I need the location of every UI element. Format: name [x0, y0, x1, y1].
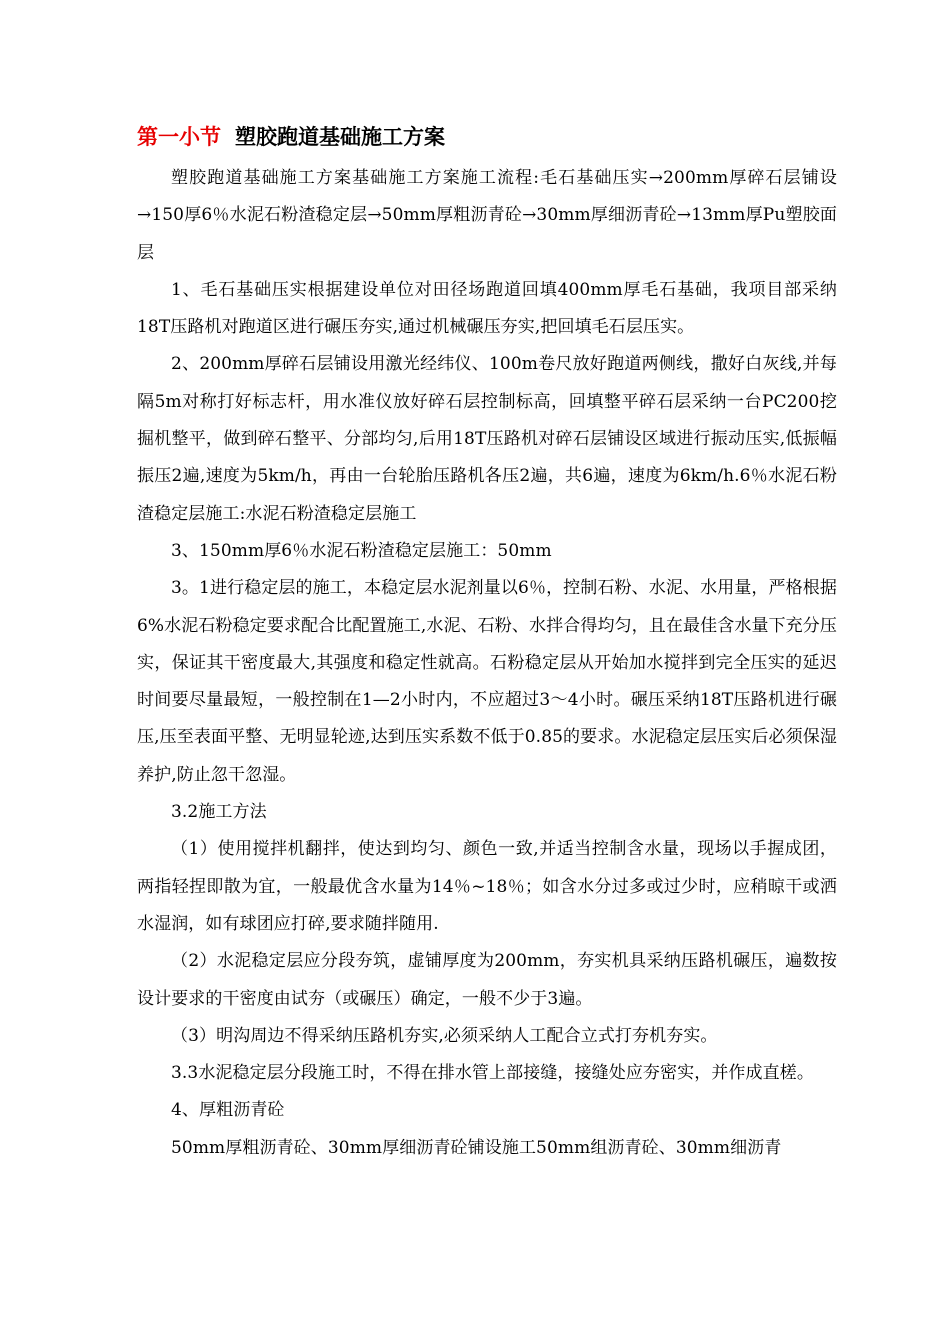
- section-number: 第一小节: [137, 125, 221, 149]
- paragraph-step-4: 4、厚粗沥青砼: [171, 1100, 285, 1121]
- section-heading: [137, 120, 837, 154]
- paragraph-step-3-1: 3。1进行稳定层的施工，本稳定层水泥剂量以6％，控制石粉、水泥、水用量，严格根据6%水泥石粉稳定要求配合比配置施工,水泥、石粉、水拌合得均匀，且在最佳含水量下充分压实，保证其干密度最大,其强度和稳定性就高。石粉稳定层从开始加水搅拌到完全压实的延迟时间要尽量最短，一般控制在1—2小时内，不应超过3～4小时。碾压采纳18T压路机进行碾压,压至表面平整、无明显轮迹,达到压实系数不低于0.85的要求。水泥稳定层压实后必须保湿养护,防止忽干忽湿。: [137, 578, 837, 785]
- paragraph-method-3: （3）明沟周边不得采纳压路机夯实,必须采纳人工配合立式打夯机夯实。: [171, 1025, 718, 1046]
- paragraph-step-3: 3、150mm厚6％水泥石粉渣稳定层施工：50mm: [171, 540, 552, 561]
- paragraph-method-1: （1）使用搅拌机翻拌，使达到均匀、颜色一致,并适当控制含水量，现场以手握成团，两指轻捏即散为宜，一般最优含水量为14％~18％；如含水分过多或过少时，应稍晾干或洒水湿润，如有球团应打碎,要求随拌随用.: [137, 839, 837, 934]
- paragraph-process-flow: 塑胶跑道基础施工方案基础施工方案施工流程:毛石基础压实→200mm厚碎石层铺设→150厚6％水泥石粉渣稳定层→50mm厚粗沥青砼→30mm厚细沥青砼→13mm厚Pu塑胶面层: [137, 168, 837, 263]
- paragraph-step-3-2-title: 3.2施工方法: [171, 802, 267, 823]
- paragraph-step-1: 1、毛石基础压实根据建设单位对田径场跑道回填400mm厚毛石基础，我项目部采纳18T压路机对跑道区进行碾压夯实,通过机械碾压夯实,把回填毛石层压实。: [137, 279, 837, 338]
- paragraph-step-2: 2、200mm厚碎石层铺设用激光经纬仪、100m卷尺放好跑道两侧线，撒好白灰线,并每隔5m对称打好标志杆，用水准仪放好碎石层控制标高，回填整平碎石层采纳一台PC200挖掘机整平，做到碎石整平、分部均匀,后用18T压路机对碎石层铺设区域进行振动压实,低振幅振压2遍,速度为5km/h，再由一台轮胎压路机各压2遍，共6遍，速度为6km/h.6％水泥石粉渣稳定层施工:水泥石粉渣稳定层施工: [137, 354, 837, 524]
- paragraph-step-3-3: 3.3水泥稳定层分段施工时，不得在排水管上部接缝，接缝处应夯密实，并作成直槎。: [171, 1063, 814, 1084]
- paragraph-method-2: （2）水泥稳定层应分段夯筑，虚铺厚度为200mm，夯实机具采纳压路机碾压，遍数按设计要求的干密度由试夯（或碾压）确定，一般不少于3遍。: [137, 951, 837, 1009]
- section-title: 塑胶跑道基础施工方案: [235, 125, 445, 149]
- paragraph-asphalt: 50mm厚粗沥青砼、30mm厚细沥青砼铺设施工50mm组沥青砼、30mm细沥青: [171, 1137, 782, 1158]
- document-body: [137, 120, 837, 1167]
